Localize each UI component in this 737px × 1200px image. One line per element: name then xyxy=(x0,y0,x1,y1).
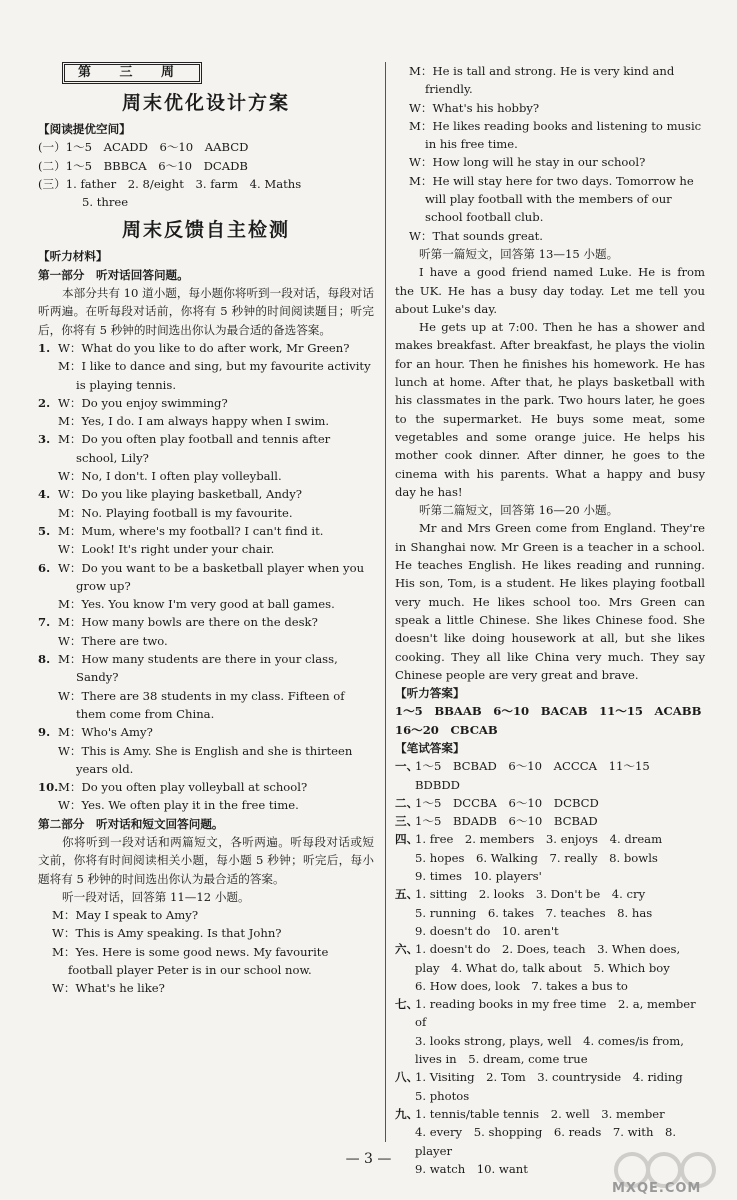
dialogue-line: W：This is Amy. She is English and she is thirteen years old. xyxy=(58,743,353,776)
dialogue-lines xyxy=(58,723,374,778)
part1-instructions: 本部分共有 10 道小题，每小题你将听到一段对话，每段对话听两遍。在听每段对话前，你将有 5 秒钟的时间阅读题目；听完后，你将有 5 秒钟的时间选出你认为最合适的备选答案。 xyxy=(38,286,374,337)
watermark-text: MXQE.COM xyxy=(612,1181,702,1196)
written-answer-group xyxy=(395,940,705,995)
written-answer-label: 二、 xyxy=(395,795,419,810)
dialogue-item xyxy=(38,778,374,815)
dialogue-intro: 听一段对话，回答第 11—12 小题。 xyxy=(62,889,250,904)
passage1-paragraph: I have a good friend named Luke. He is from the UK. He has a busy day today. Let me tell you about Luke's day. xyxy=(395,265,705,316)
dialogue-lines xyxy=(58,778,374,815)
dialogue-number: 9. xyxy=(38,725,51,740)
dialogue-lines xyxy=(58,339,374,394)
written-answer-label: 四、 xyxy=(395,832,419,847)
written-answer-line: 6. How does, look 7. takes a bus to xyxy=(415,978,628,993)
dialogue-number: 7. xyxy=(38,615,51,630)
written-answer-line: 3. looks strong, plays, well 4. comes/is from, lives in 5. dream, come true xyxy=(415,1033,684,1067)
written-answer-group xyxy=(395,995,705,1068)
written-answer-lines xyxy=(415,995,705,1068)
listen-answer-line: 16～20 CBCAB xyxy=(395,722,498,737)
dialogue-line: M：How many students are there in your class, Sandy? xyxy=(58,652,338,685)
dialogue-item xyxy=(38,559,374,614)
written-answer-label: 一、 xyxy=(395,759,419,774)
written-answer-line: 5. running 6. takes 7. teaches 8. has xyxy=(415,905,653,920)
dialogue-lines xyxy=(58,394,374,431)
dialogue-line: M：How many bowls are there on the desk? xyxy=(58,615,318,630)
dialogue-lines xyxy=(58,559,374,614)
dialogue-item xyxy=(38,394,374,431)
reading-answer-line: (三）1. father 2. 8/eight 3. farm 4. Maths xyxy=(38,176,302,191)
dialogue-line: W：Do you enjoy swimming? xyxy=(58,395,228,410)
dialogue-line: M：He will stay here for two days. Tomorrow he will play football with the members of our school football club. xyxy=(409,173,694,225)
written-answer-group xyxy=(395,794,705,812)
dialogue-lines xyxy=(58,650,374,723)
part2-instructions: 你将听到一段对话和两篇短文，各听两遍。听每段对话或短文前，你将有时间阅读相关小题，每小题 5 秒钟；听完后，每小题将有 5 秒钟的时间选出你认为最合适的答案。 xyxy=(38,834,374,886)
written-answer-lines xyxy=(415,812,705,830)
dialogue-item xyxy=(38,613,374,650)
dialogue-line: W：There are two. xyxy=(58,633,168,648)
dialogue-line: W：Yes. We often play it in the free time. xyxy=(58,798,299,813)
dialogue-line: W：What's he like? xyxy=(52,981,165,996)
listening-heading: 【听力材料】 xyxy=(38,249,108,264)
written-answer-lines xyxy=(415,757,705,794)
written-answer-line: 1. free 2. members 3. enjoys 4. dream xyxy=(415,832,663,847)
passage2-intro: 听第二篇短文，回答第 16—20 小题。 xyxy=(419,503,619,518)
reading-answers xyxy=(38,138,374,193)
written-answer-label: 六、 xyxy=(395,942,419,957)
listen-answer-heading: 【听力答案】 xyxy=(395,686,465,701)
dialogue-lines xyxy=(58,522,374,559)
reading-answer-line: (二）1～5 BBBCA 6～10 DCADB xyxy=(38,158,248,173)
dialogue-line: W：What do you like to do after work, Mr Green? xyxy=(58,340,350,355)
left-column xyxy=(38,62,374,998)
written-answer-lines xyxy=(415,940,705,995)
dialogue-line: W：Look! It's right under your chair. xyxy=(58,542,275,557)
written-answer-label: 三、 xyxy=(395,814,419,829)
dialogue-line: W：Do you want to be a basketball player when you grow up? xyxy=(58,560,365,593)
dialogue-line: W：There are 38 students in my class. Fifteen of them come from China. xyxy=(58,688,345,721)
dialogue-lines xyxy=(58,430,374,485)
dialogue-item xyxy=(38,723,374,778)
dialogue-number: 10. xyxy=(38,780,59,795)
reading-answer-last: 5. three xyxy=(82,195,129,210)
dialogue-line: M：He likes reading books and listening to music in his free time. xyxy=(409,118,702,152)
written-answer-line: 1～5 BCBAD 6～10 ACCCA 11～15 BDBDD xyxy=(415,759,662,792)
written-answer-line: 1. doesn't do 2. Does, teach 3. When does, play 4. What do, talk about 5. Which boy xyxy=(415,942,681,975)
dialogue-item xyxy=(38,430,374,485)
passage2-text: Mr and Mrs Green come from England. They're in Shanghai now. Mr Green is a teacher in a school. He teaches English. He likes reading and running. His son, Tom, is a student. He likes playing football very much. He likes school too. Mrs Green can speak a little Chinese. She likes Chinese food. She doesn't like doing housework at all, but she likes cooking. They all like China very much. They say Chinese people are very great and brave. xyxy=(395,521,705,682)
dialogue-line: M：Who's Amy? xyxy=(58,725,153,740)
written-answer-line: 4. every 5. shopping 6. reads 7. with 8. player xyxy=(415,1125,677,1158)
written-answer-line: 9. doesn't do 10. aren't xyxy=(415,923,559,938)
written-answer-lines xyxy=(415,885,705,940)
written-answer-label: 七、 xyxy=(395,997,419,1012)
written-answer-lines xyxy=(415,830,705,885)
written-answers xyxy=(395,757,705,1178)
written-answer-line: 9. times 10. players' xyxy=(415,869,542,884)
dialogue-lines xyxy=(58,613,374,650)
dialogue-11-12-left xyxy=(38,906,374,997)
written-answer-lines xyxy=(415,1068,705,1105)
title-optimization-plan: 周末优化设计方案 xyxy=(121,92,290,114)
written-answer-label: 五、 xyxy=(395,887,419,902)
dialogue-item xyxy=(38,485,374,522)
written-answer-group xyxy=(395,757,705,794)
reading-answer-line: (一）1～5 ACADD 6～10 AABCD xyxy=(38,140,249,155)
dialogue-lines xyxy=(58,485,374,522)
dialogue-item xyxy=(38,650,374,723)
dialogue-number: 1. xyxy=(38,340,51,355)
listen-answers xyxy=(395,702,705,739)
listen-answer-line: 1～5 BBAAB 6～10 BACAB 11～15 ACABB xyxy=(395,704,702,719)
dialogue-line: W：Do you like playing basketball, Andy? xyxy=(58,487,302,502)
written-answer-lines xyxy=(415,794,705,812)
written-answer-line: 1. sitting 2. looks 3. Don't be 4. cry xyxy=(415,887,646,902)
written-answer-line: 5. hopes 6. Walking 7. really 8. bowls xyxy=(415,850,658,865)
written-answer-line: 1. Visiting 2. Tom 3. countryside 4. riding xyxy=(415,1070,683,1085)
written-answer-line: 5. photos xyxy=(415,1088,470,1103)
written-answer-line: 1. reading books in my free time 2. a, member of xyxy=(415,997,696,1030)
dialogue-number: 4. xyxy=(38,487,51,502)
dialogue-11-12-right xyxy=(395,62,705,245)
written-answer-line: 1. tennis/table tennis 2. well 3. member xyxy=(415,1106,665,1121)
dialogue-line: M：Do you often play volleyball at school? xyxy=(58,780,308,795)
dialogue-item xyxy=(38,522,374,559)
dialogue-line: M：Yes, I do. I am always happy when I swim. xyxy=(58,414,330,429)
dialogue-line: W：That sounds great. xyxy=(409,228,543,243)
dialogue-number: 3. xyxy=(38,432,51,447)
column-divider xyxy=(385,62,386,1142)
dialogue-line: M：Do you often play football and tennis after school, Lily? xyxy=(58,432,331,465)
dialogue-line: W：This is Amy speaking. Is that John? xyxy=(52,926,282,941)
written-answer-line: 1～5 DCCBA 6～10 DCBCD xyxy=(415,795,599,810)
written-answer-line: 9. watch 10. want xyxy=(415,1161,528,1176)
written-answer-label: 八、 xyxy=(395,1070,419,1085)
dialogue-list xyxy=(38,339,374,815)
dialogue-line: M：May I speak to Amy? xyxy=(52,908,199,923)
dialogue-number: 2. xyxy=(38,395,51,410)
written-answer-group xyxy=(395,1068,705,1105)
part2-heading: 第二部分 听对话和短文回答问题。 xyxy=(38,816,224,831)
right-column xyxy=(395,62,705,1178)
title-self-check: 周末反馈自主检测 xyxy=(121,219,290,242)
passage1-intro: 听第一篇短文，回答第 13—15 小题。 xyxy=(419,246,619,261)
dialogue-line: M：Yes. Here is some good news. My favourite football player Peter is in our school now. xyxy=(52,944,329,978)
part1-heading: 第一部分 听对话回答问题。 xyxy=(38,267,189,282)
dialogue-line: M：Mum, where's my football? I can't find it. xyxy=(58,523,324,538)
week-label: 第 三 周 xyxy=(62,62,202,84)
dialogue-number: 5. xyxy=(38,523,51,538)
dialogue-number: 8. xyxy=(38,652,51,667)
dialogue-line: W：How long will he stay in our school? xyxy=(409,155,646,170)
dialogue-line: M：I like to dance and sing, but my favourite activity is playing tennis. xyxy=(58,359,371,392)
dialogue-number: 6. xyxy=(38,560,51,575)
dialogue-line: W：What's his hobby? xyxy=(409,100,540,115)
passage1-paragraph: He gets up at 7:00. Then he has a shower and makes breakfast. After breakfast, he plays the violin for an hour. Then he finishes his homework. He has lunch at home. After that, he plays basketball with his classmates in the park. Two hours later, he goes to the supermarket. He buys some meat, some vegetables and some orange juice. He helps his mother cook dinner. After dinner, he goes to the cinema with his parents. What a happy and busy day he has! xyxy=(395,320,705,499)
written-answer-line: 1～5 BDADB 6～10 BCBAD xyxy=(415,814,598,829)
written-answer-group xyxy=(395,812,705,830)
written-heading: 【笔试答案】 xyxy=(395,740,465,755)
reading-heading: 【阅读提优空间】 xyxy=(38,122,131,136)
dialogue-line: M：Yes. You know I'm very good at ball games. xyxy=(58,597,335,612)
written-answer-group xyxy=(395,830,705,885)
written-answer-group xyxy=(395,885,705,940)
dialogue-line: M：No. Playing football is my favourite. xyxy=(58,505,293,520)
page-number: — 3 — xyxy=(345,1151,392,1167)
dialogue-line: W：No, I don't. I often play volleyball. xyxy=(58,469,282,484)
dialogue-item xyxy=(38,339,374,394)
passage1-text xyxy=(395,263,705,501)
dialogue-line: M：He is tall and strong. He is very kind and friendly. xyxy=(409,64,675,97)
written-answer-label: 九、 xyxy=(395,1106,419,1121)
